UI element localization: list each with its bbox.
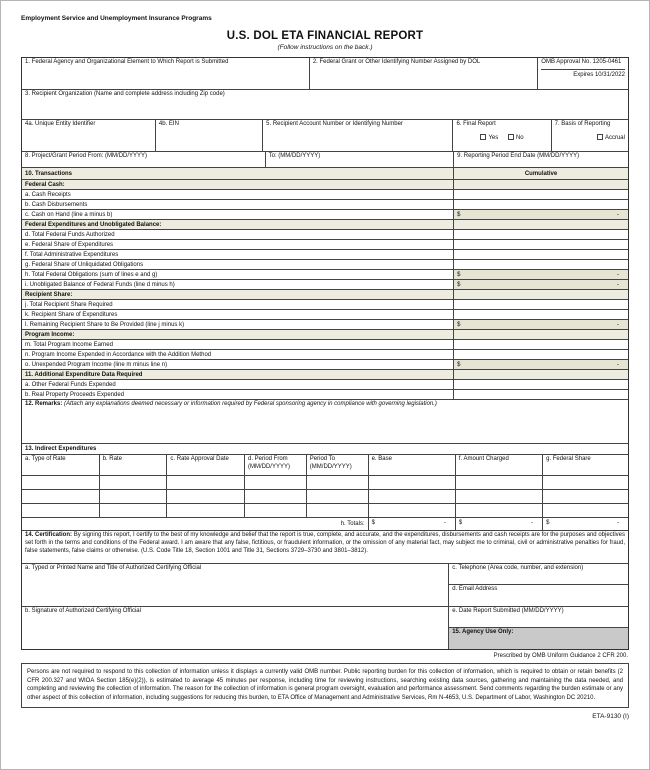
field-15-agency-use-box[interactable] [449, 628, 628, 649]
field-3-label: 3. Recipient Organization (Name and complete address including Zip code) [25, 91, 225, 97]
amount-cell-10a[interactable] [454, 190, 628, 199]
row-label: d. Total Federal Funds Authorized [22, 230, 454, 239]
row-label: e. Federal Share of Expenditures [22, 240, 454, 249]
col-header-rate: b. Rate [100, 455, 168, 475]
row-periods [22, 152, 628, 168]
field-15-label: 15. Agency Use Only: [452, 629, 514, 635]
indirect-cell[interactable] [245, 490, 307, 503]
field-2-label: 2. Federal Grant or Other Identifying Number Assigned by DOL [312, 59, 481, 65]
yes-label: Yes [488, 134, 499, 141]
row-label: g. Federal Share of Unliquidated Obligations [22, 260, 454, 269]
transactions-header-row [22, 168, 628, 180]
row-10j-share-required [22, 300, 628, 310]
amount-cell-10n[interactable] [454, 350, 628, 359]
dollar-sign: $ [457, 211, 461, 218]
section-amount-spacer [454, 180, 628, 189]
remarks-note: (Attach any explanations deemed necessary or information required by Federal sponsoring agency in compliance with governing legislation.) [64, 401, 437, 407]
field-6-label: 6. Final Report [456, 121, 496, 127]
certification-label: 14. Certification: [25, 532, 73, 538]
certification-paragraph [22, 531, 628, 563]
indirect-cell[interactable] [543, 504, 628, 517]
indirect-cell[interactable] [167, 476, 245, 489]
dollar-sign: $ [546, 520, 550, 527]
transactions-title: 10. Transactions [22, 168, 454, 179]
indirect-totals-row [22, 518, 628, 531]
row-label: b. Cash Disbursements [22, 200, 454, 209]
row-label: l. Remaining Recipient Share to Be Provided (line j minus k) [22, 320, 454, 329]
indirect-cell[interactable] [369, 490, 456, 503]
field-5-account-number-box[interactable] [263, 120, 453, 151]
section-federal-expenditures [22, 220, 628, 230]
row-label: c. Cash on Hand (line a minus b) [22, 210, 454, 219]
field-14c-label: c. Telephone (Area code, number, and extension) [452, 565, 584, 571]
form-number: ETA-9130 (I) [592, 712, 629, 720]
final-report-options [456, 134, 547, 143]
row-10m-income-earned [22, 340, 628, 350]
certification-text-row [22, 531, 628, 564]
section-label: Federal Cash: [22, 180, 454, 189]
dollar-sign: $ [457, 281, 461, 288]
amount-cell-10c[interactable] [454, 210, 628, 219]
field-14b-signature-box[interactable] [22, 607, 449, 649]
row-10k-share-expenditures [22, 310, 628, 320]
amount-cell-10k[interactable] [454, 310, 628, 319]
section-federal-cash [22, 180, 628, 190]
indirect-cell[interactable] [22, 490, 100, 503]
col-header-federal-share: g. Federal Share [546, 456, 591, 462]
field-4a-label: 4a. Unique Entity Identifier [25, 121, 96, 127]
field-4b-label: 4b. EIN [158, 121, 179, 127]
amount-cell-10f[interactable] [454, 250, 628, 259]
indirect-expenditures-title-row [22, 444, 628, 455]
row-label: n. Program Income Expended in Accordance with the Addition Method [22, 350, 454, 359]
indirect-cell[interactable] [245, 504, 307, 517]
col-header-rate-approval-date: c. Rate Approval Date [167, 455, 245, 475]
row-11b-real-property [22, 390, 628, 400]
field-14c-telephone-box[interactable] [449, 564, 628, 585]
certification-text: By signing this report, I certify to the best of my knowledge and belief that the report is true, complete, and accurate, and the expenditures, disbursements and cash receipts are for the purposes and objectives set forth in the terms and conditions of the Federal award. I am aware that any false, fictitious, or fraudulent information, or the omission of any material fact, may subject me to criminal, civil or administrative penalties for fraud, false statements, false claims or otherwise. (U.S. Code Title 18, Section 1001 and Title 31, Sections 3729–3730 and 3801–3812). [25, 532, 625, 554]
dollar-sign: $ [457, 271, 461, 278]
accrual-checkbox[interactable] [597, 134, 603, 140]
row-10a-cash-receipts [22, 190, 628, 200]
empty-amount-dash: - [443, 520, 446, 527]
indirect-cell[interactable] [22, 504, 100, 517]
field-12-remarks-box[interactable] [22, 400, 628, 443]
section-amount-spacer [454, 220, 628, 229]
amount-cell-11b[interactable] [454, 390, 628, 399]
field-7-label: 7. Basis of Reporting [554, 121, 611, 127]
indirect-cell[interactable] [245, 476, 307, 489]
form-body [21, 57, 629, 650]
amount-cell-10b[interactable] [454, 200, 628, 209]
indirect-cell[interactable] [543, 476, 628, 489]
totals-label-cell [22, 518, 369, 530]
no-label: No [515, 134, 524, 141]
section-recipient-share [22, 290, 628, 300]
row-label: k. Recipient Share of Expenditures [22, 310, 454, 319]
indirect-cell[interactable] [456, 504, 543, 517]
field-14d-label: d. Email Address [452, 586, 498, 592]
dollar-sign: $ [457, 321, 461, 328]
indirect-cell[interactable] [369, 504, 456, 517]
amount-cell-10e[interactable] [454, 240, 628, 249]
row-10l-remaining-share [22, 320, 628, 330]
period-from-line2: (MM/DD/YYYY) [247, 463, 290, 470]
amount-cell-10o[interactable] [454, 360, 628, 369]
field-14e-date-submitted-box[interactable] [449, 607, 628, 628]
row-label: a. Cash Receipts [22, 190, 454, 199]
field-5-label: 5. Recipient Account Number or Identifying Number [266, 121, 403, 127]
omb-expiration: Expires 10/31/2022 [573, 71, 625, 78]
field-14a-label: a. Typed or Printed Name and Title of Authorized Certifying Official [25, 565, 202, 571]
empty-amount-dash: - [531, 520, 534, 527]
indirect-body-row [22, 490, 628, 504]
row-label: b. Real Property Proceeds Expended [22, 390, 454, 399]
section-amount-spacer [454, 330, 628, 339]
certification-right-column-2 [449, 607, 628, 649]
row-10i-unobligated-balance [22, 280, 628, 290]
empty-amount-dash: - [616, 520, 619, 527]
indirect-cell[interactable] [307, 504, 369, 517]
field-14b-label: b. Signature of Authorized Certifying Official [25, 608, 141, 614]
indirect-body-row [22, 476, 628, 490]
row-10d-funds-authorized [22, 230, 628, 240]
indirect-expenditures-title: 13. Indirect Expenditures [25, 446, 97, 452]
empty-amount-dash: - [616, 281, 619, 288]
amount-cell-10h[interactable] [454, 270, 628, 279]
remarks-label: 12. Remarks: [25, 401, 63, 407]
row-10n-income-expended [22, 350, 628, 360]
form-title: U.S. DOL ETA FINANCIAL REPORT [226, 30, 424, 42]
period-to-line2: (MM/DD/YYYY) [309, 463, 352, 470]
indirect-cell[interactable] [100, 504, 168, 517]
section-11-additional-data [22, 370, 628, 380]
row-label: f. Total Administrative Expenditures [22, 250, 454, 259]
amount-cell-10d[interactable] [454, 230, 628, 239]
section-label: 11. Additional Expenditure Data Required [22, 370, 454, 379]
indirect-cell[interactable] [100, 490, 168, 503]
indirect-cell[interactable] [307, 490, 369, 503]
amount-cell-10l[interactable] [454, 320, 628, 329]
row-10c-cash-on-hand [22, 210, 628, 220]
section-label: Program Income: [22, 330, 454, 339]
col-header-amount-charged: f. Amount Charged [456, 455, 543, 475]
totals-label: h. Totals: [340, 521, 365, 527]
indirect-cell[interactable] [369, 476, 456, 489]
dollar-sign: $ [457, 361, 461, 368]
row-remarks [22, 400, 628, 444]
amount-cell-11a[interactable] [454, 380, 628, 389]
section-label: Federal Expenditures and Unobligated Balance: [22, 220, 454, 229]
field-8-from-label: 8. Project/Grant Period From: (MM/DD/YYYY) [25, 153, 148, 159]
dollar-sign: $ [458, 520, 463, 527]
totals-federal-share-cell[interactable] [543, 518, 628, 530]
row-label: m. Total Program Income Earned [22, 340, 454, 349]
empty-amount-dash: - [616, 321, 619, 328]
field-14e-label: e. Date Report Submitted (MM/DD/YYYY) [452, 608, 564, 614]
empty-amount-dash: - [616, 211, 619, 218]
indirect-cell[interactable] [456, 476, 543, 489]
row-label: a. Other Federal Funds Expended [22, 380, 454, 389]
indirect-cell[interactable] [543, 490, 628, 503]
certification-row-1 [22, 564, 628, 607]
totals-base-cell[interactable] [369, 518, 456, 530]
amount-cell-10g[interactable] [454, 260, 628, 269]
omb-approval-box [538, 58, 628, 89]
amount-cell-10j[interactable] [454, 300, 628, 309]
field-1-label: 1. Federal Agency and Organizational Element to Which Report is Submitted [25, 59, 229, 65]
period-from-line1: d. Period From [247, 456, 288, 462]
field-9-label: 9. Reporting Period End Date (MM/DD/YYYY) [457, 153, 580, 159]
empty-amount-dash: - [616, 271, 619, 278]
row-10h-total-obligations [22, 270, 628, 280]
indirect-cell[interactable] [22, 476, 100, 489]
dollar-sign: $ [371, 520, 375, 527]
row-label: o. Unexpended Program Income (line m minus line n) [22, 360, 454, 369]
empty-amount-dash: - [616, 361, 619, 368]
indirect-column-header-row [22, 455, 628, 476]
field-2-grant-number-box[interactable] [310, 58, 538, 89]
col-header-period-to [307, 455, 369, 475]
field-14a-name-title-box[interactable] [22, 564, 449, 606]
row-10f-admin-expenditures [22, 250, 628, 260]
section-program-income [22, 330, 628, 340]
row-label: h. Total Federal Obligations (sum of lines e and g) [22, 270, 454, 279]
field-8-to-label: To: (MM/DD/YYYY) [268, 153, 321, 159]
col-header-type-of-rate: a. Type of Rate [22, 455, 100, 475]
field-4b-ein-box[interactable] [156, 120, 263, 151]
indirect-body-row [22, 504, 628, 518]
section-amount-spacer [454, 370, 628, 379]
row-label: i. Unobligated Balance of Federal Funds (line d minus h) [22, 280, 454, 289]
col-header-base: e. Base [369, 455, 456, 475]
accrual-label: Accrual [604, 134, 625, 141]
row-recipient-org [22, 90, 628, 120]
field-8-period-from-box[interactable] [22, 152, 266, 167]
row-11a-other-federal-funds [22, 380, 628, 390]
field-9-end-date-box[interactable] [454, 152, 628, 167]
paperwork-reduction-notice: Persons are not required to respond to this collection of information unless it displays a currently valid OMB number. Public reporting burden for this collection of information, which is required to obtain or retain benefits (2 CFR 200.327 and WIOA Section 185(e)(2)), is estimated to average 45 minutes per response, including time for reviewing instructions, searching existing data sources, gathering and maintaining the data needed, and completing and reviewing the collection of information. The reason for the collection of information is general program oversight, evaluation and performance assessment. Send comments regarding the burden estimate or any other aspect of this collection of information, including suggestions for reducing this burden, to ETA Office of Management and Administrative Services, Rm N-4653, U.S. Department of Labor, Washington DC 20210. [21, 663, 629, 708]
row-10g-unliquidated-obligations [22, 260, 628, 270]
section-label: Recipient Share: [22, 290, 454, 299]
omb-approval-number: OMB Approval No. 1205-0461 [541, 59, 625, 70]
col-header-period-from [245, 455, 307, 475]
prescribed-note: Prescribed by OMB Uniform Guidance 2 CFR 200. [493, 653, 628, 659]
amount-cell-10i[interactable] [454, 280, 628, 289]
program-heading: Employment Service and Unemployment Insurance Programs [21, 15, 212, 22]
section-amount-spacer [454, 290, 628, 299]
field-7-basis-box [552, 120, 628, 151]
row-10o-unexpended-income [22, 360, 628, 370]
indirect-cell[interactable] [307, 476, 369, 489]
indirect-cell[interactable] [167, 490, 245, 503]
row-10e-share-expenditures [22, 240, 628, 250]
field-6-final-report-box [453, 120, 551, 151]
indirect-cell[interactable] [456, 490, 543, 503]
field-8-period-to-box[interactable] [266, 152, 454, 167]
row-label: j. Total Recipient Share Required [22, 300, 454, 309]
form-subtitle: (Follow instructions on the back.) [277, 44, 373, 51]
field-4a-uei-box[interactable] [22, 120, 156, 151]
certification-right-column-1 [449, 564, 628, 606]
indirect-cell[interactable] [100, 476, 168, 489]
final-report-no-checkbox[interactable] [508, 134, 514, 140]
field-3-recipient-org-box[interactable] [22, 90, 628, 119]
field-14d-email-box[interactable] [449, 585, 628, 606]
row-10b-cash-disbursements [22, 200, 628, 210]
totals-amount-charged-cell[interactable] [456, 518, 543, 530]
row-identifiers [22, 120, 628, 152]
certification-row-2 [22, 607, 628, 649]
amount-cell-10m[interactable] [454, 340, 628, 349]
period-to-line1: Period To [309, 456, 336, 462]
final-report-yes-checkbox[interactable] [480, 134, 486, 140]
cumulative-column-header: Cumulative [524, 171, 558, 177]
field-1-agency-box[interactable] [22, 58, 310, 89]
indirect-cell[interactable] [167, 504, 245, 517]
row-agency-grant [22, 58, 628, 90]
basis-options [555, 134, 625, 143]
